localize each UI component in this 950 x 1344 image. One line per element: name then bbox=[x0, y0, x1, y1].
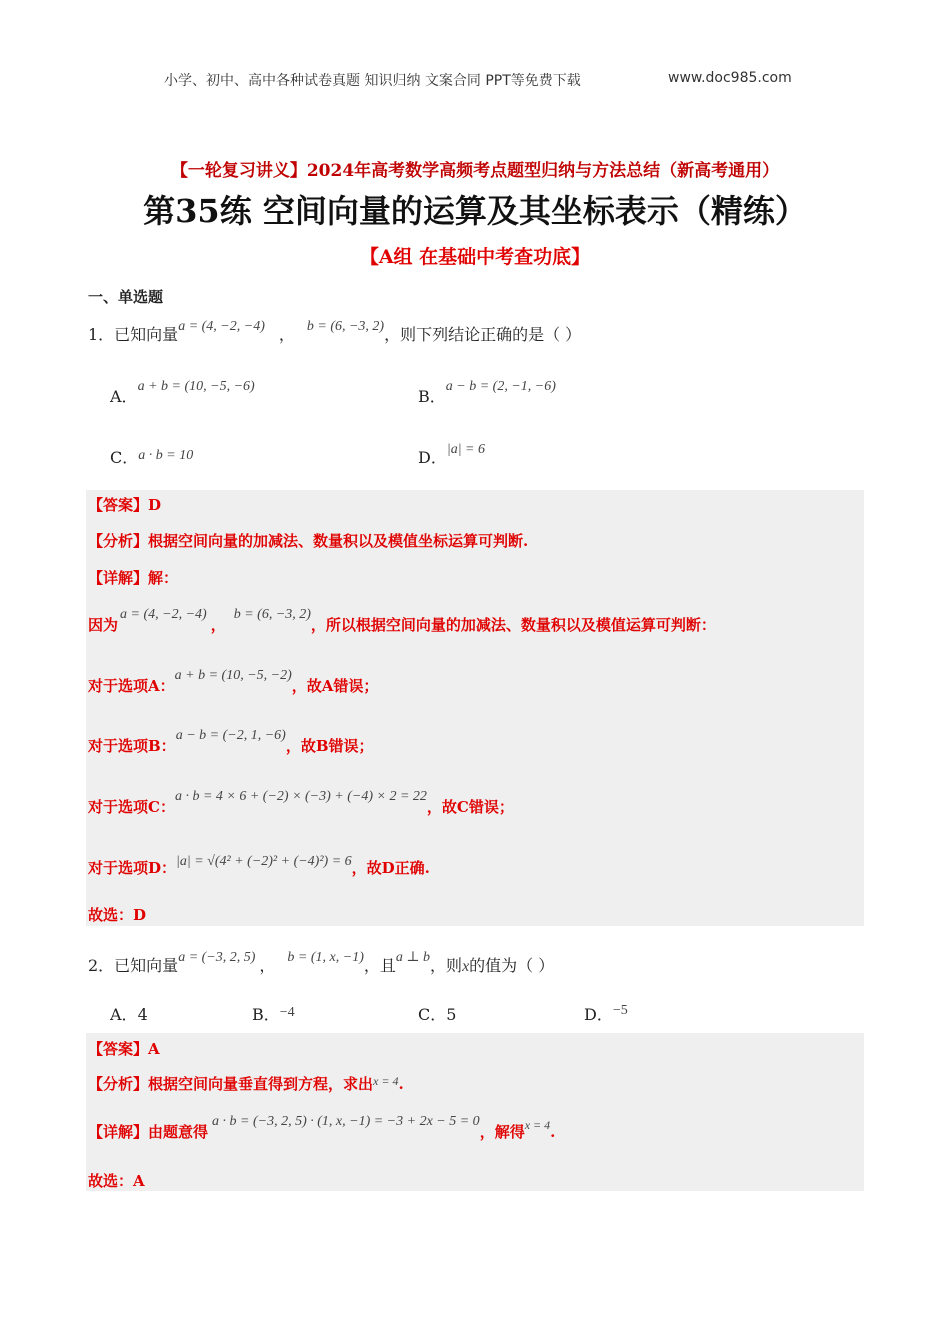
step-lead: 对于选项D： bbox=[88, 859, 177, 877]
detail-tag: 【详解】 bbox=[88, 1123, 149, 1141]
document-subtitle: 【一轮复习讲义】2024年高考数学高频考点题型归纳与方法总结（新高考通用） bbox=[170, 161, 780, 181]
step-expr: a · b = 4 × 6 + (−2) × (−3) + (−4) × 2 = 22 bbox=[174, 789, 427, 804]
step-lead: 对于选项A： bbox=[88, 677, 175, 695]
answer-value: A bbox=[148, 1040, 160, 1058]
q2-detail bbox=[88, 1114, 556, 1142]
step-tail: ，故D正确. bbox=[351, 859, 430, 877]
q2-option-b bbox=[252, 1002, 295, 1025]
q1-sep: ， bbox=[278, 325, 295, 344]
because-sep: ， bbox=[210, 616, 226, 634]
option-expr: a + b = (10, −5, −6) bbox=[137, 379, 255, 394]
section-title: 一、单选题 bbox=[88, 288, 164, 306]
option-label: C． bbox=[418, 1005, 447, 1024]
q2-perp: a ⊥ b bbox=[395, 950, 431, 965]
q1-option-c bbox=[110, 445, 193, 468]
q2-choose: 故选：A bbox=[88, 1172, 145, 1190]
q1-suffix: ，则下列结论正确的是（ ） bbox=[384, 325, 582, 344]
analysis-expr: x = 4 bbox=[373, 1074, 399, 1088]
q1-answer bbox=[88, 494, 161, 515]
q2-sep: ， bbox=[259, 956, 276, 975]
option-expr: −5 bbox=[612, 1003, 628, 1018]
q1-because-line bbox=[88, 607, 716, 635]
analysis-tag: 【分析】 bbox=[88, 532, 149, 550]
q2-var: x bbox=[462, 958, 470, 975]
step-expr: a − b = (−2, 1, −6) bbox=[175, 728, 286, 743]
q1-step-a bbox=[88, 668, 379, 696]
because-vector-b: b = (6, −3, 2) bbox=[233, 607, 311, 622]
detail-expr: a · b = (−3, 2, 5) · (1, x, −1) = −3 + 2x − 5 = 0 bbox=[212, 1114, 480, 1129]
q1-option-b bbox=[418, 379, 556, 407]
q1-step-b bbox=[88, 728, 374, 756]
detail-tag: 【详解】 bbox=[88, 569, 149, 587]
option-label: B． bbox=[418, 387, 446, 406]
q2-option-c bbox=[418, 1002, 456, 1025]
step-expr: a + b = (10, −5, −2) bbox=[174, 668, 292, 683]
analysis-text: 根据空间向量垂直得到方程，求出 bbox=[148, 1075, 374, 1093]
detail-expr2: x = 4 bbox=[524, 1118, 551, 1132]
detail-end: . bbox=[550, 1123, 556, 1141]
header-url[interactable]: www.doc985.com bbox=[668, 70, 792, 86]
option-expr: a − b = (2, −1, −6) bbox=[445, 379, 556, 394]
option-expr: 5 bbox=[446, 1005, 457, 1024]
header-text: 小学、初中、高中各种试卷真题 知识归纳 文案合同 PPT等免费下载 bbox=[164, 73, 581, 89]
step-tail: ，故C错误； bbox=[426, 798, 514, 816]
q2-vector-a: a = (−3, 2, 5) bbox=[178, 950, 256, 965]
q1-choose: 故选：D bbox=[88, 906, 147, 924]
option-expr: −4 bbox=[279, 1005, 295, 1020]
q2-option-d bbox=[584, 1002, 628, 1025]
question-2-stem bbox=[88, 950, 555, 976]
q1-prefix: 1．已知向量 bbox=[88, 325, 179, 344]
q1-detail bbox=[88, 567, 178, 588]
analysis-text: 根据空间向量的加减法、数量积以及模值坐标运算可判断. bbox=[148, 532, 529, 550]
q2-analysis bbox=[88, 1073, 404, 1094]
because-tail: ，所以根据空间向量的加减法、数量积以及模值运算可判断： bbox=[310, 616, 716, 634]
option-label: C． bbox=[110, 448, 139, 467]
q2-prefix: 2．已知向量 bbox=[88, 956, 179, 975]
q2-mid: ，且 bbox=[363, 956, 396, 975]
option-expr: |a| = 6 bbox=[446, 442, 485, 457]
q2-answer bbox=[88, 1038, 160, 1059]
because-text: 因为 bbox=[88, 616, 119, 634]
option-label: D． bbox=[584, 1005, 613, 1024]
detail-mid: ，解得 bbox=[479, 1123, 525, 1141]
q1-vector-b: b = (6, −3, 2) bbox=[306, 319, 385, 334]
answer-value: D bbox=[148, 496, 162, 514]
option-expr: a · b = 10 bbox=[138, 448, 194, 463]
q2-option-a bbox=[110, 1002, 148, 1025]
q1-option-d bbox=[418, 442, 485, 468]
step-tail: ，故A错误； bbox=[291, 677, 379, 695]
q2-solution-box bbox=[86, 1033, 864, 1191]
q1-step-c bbox=[88, 789, 514, 817]
q2-suffix: ，则 bbox=[430, 956, 463, 975]
q1-step-d bbox=[88, 854, 430, 878]
step-lead: 对于选项B： bbox=[88, 737, 176, 755]
q1-analysis bbox=[88, 530, 528, 551]
step-lead: 对于选项C： bbox=[88, 798, 175, 816]
option-label: D． bbox=[418, 448, 447, 467]
option-label: A． bbox=[110, 1005, 138, 1024]
answer-tag: 【答案】 bbox=[88, 496, 149, 514]
document-title: 第35练 空间向量的运算及其坐标表示（精练） bbox=[143, 192, 807, 230]
analysis-tag: 【分析】 bbox=[88, 1075, 149, 1093]
q1-vector-a: a = (4, −2, −4) bbox=[178, 319, 265, 334]
q2-suffix2: 的值为（ ） bbox=[469, 956, 555, 975]
detail-text: 解： bbox=[148, 569, 179, 587]
because-vector-a: a = (4, −2, −4) bbox=[120, 607, 207, 622]
answer-tag: 【答案】 bbox=[88, 1040, 149, 1058]
q2-vector-b: b = (1, x, −1) bbox=[287, 950, 364, 965]
detail-text: 由题意得 bbox=[148, 1123, 209, 1141]
group-title: 【A组 在基础中考查功底】 bbox=[359, 246, 591, 268]
option-expr: 4 bbox=[137, 1005, 148, 1024]
option-label: A． bbox=[110, 387, 138, 406]
q1-option-a bbox=[110, 379, 255, 407]
step-tail: ，故B错误； bbox=[285, 737, 374, 755]
step-expr: |a| = √(4² + (−2)² + (−4)²) = 6 bbox=[176, 854, 352, 869]
option-label: B． bbox=[252, 1005, 280, 1024]
analysis-end: . bbox=[398, 1075, 404, 1093]
question-1-stem bbox=[88, 319, 582, 345]
